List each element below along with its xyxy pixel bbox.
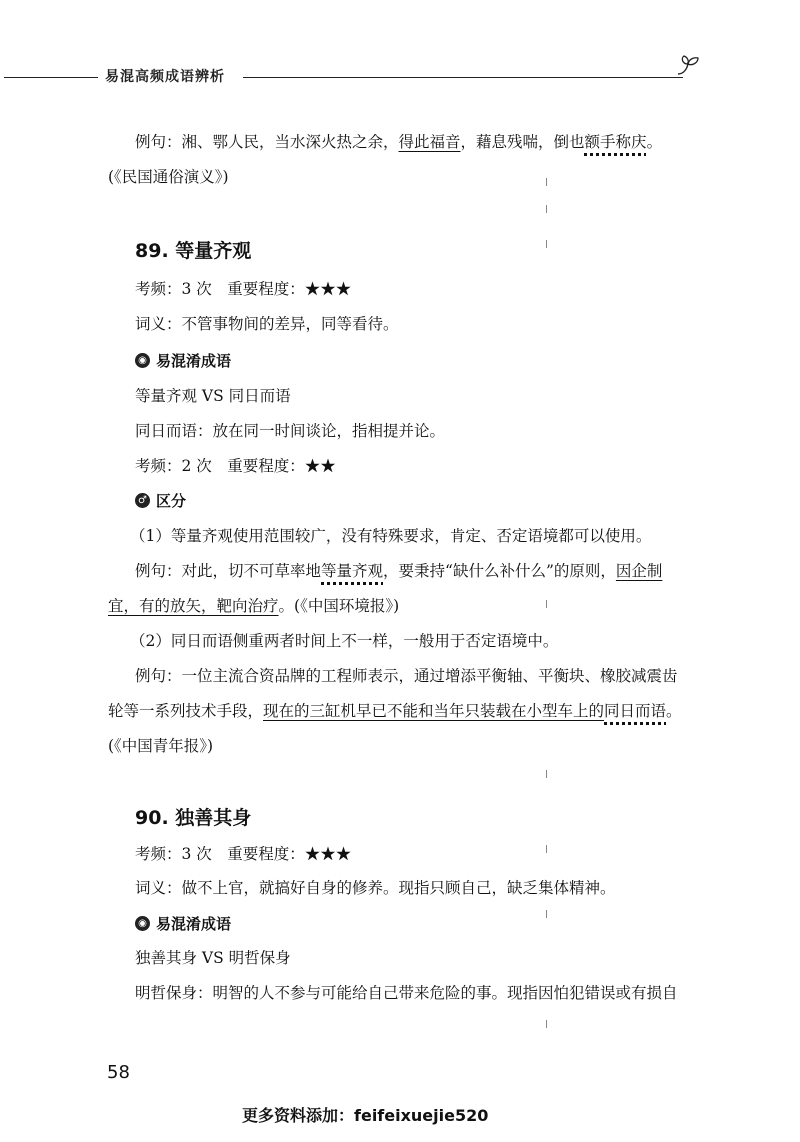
header-rule-right <box>243 77 683 78</box>
dotted-idiom: 等量齐观 <box>321 562 384 580</box>
confusable-icon: ◉ <box>135 916 150 931</box>
entry-90-pair: 独善其身 VS 明哲保身 <box>135 949 291 967</box>
entry-89-other-frequency: 考频：2 次 重要程度：★★ <box>135 457 336 475</box>
entry-89-example-2-cont: 轮等一系列技术手段，现在的三缸机早已不能和当年只装载在小型车上的同日而语。 <box>108 702 682 720</box>
underlined-phrase: 得此福音 <box>398 133 461 151</box>
entry-89-point-2: （2）同日而语侧重两者时间上不一样，一般用于否定语境中。 <box>130 632 559 650</box>
entry-89-meaning: 词义：不管事物间的差异，同等看待。 <box>135 315 399 333</box>
scan-mark <box>546 1020 547 1028</box>
underlined-phrase: 现在的三缸机早已不能和当年只装载在小型车上的 <box>263 702 605 720</box>
entry-89-example-1: 例句：对此，切不可草率地等量齐观，要秉持“缺什么补什么”的原则，因企制 <box>135 562 663 580</box>
dotted-idiom: 额手称庆 <box>584 133 647 151</box>
dotted-idiom: 同日而语 <box>604 702 667 720</box>
entry-89-pair: 等量齐观 VS 同日而语 <box>135 387 291 405</box>
entry-90-title: 90. 独善其身 <box>135 807 252 829</box>
entry-89-point-1: （1）等量齐观使用范围较广，没有特殊要求，肯定、否定语境都可以使用。 <box>130 527 652 545</box>
confusable-icon: ◉ <box>135 353 150 368</box>
entry-90-frequency: 考频：3 次 重要程度：★★★ <box>135 845 352 863</box>
scan-mark <box>546 600 547 608</box>
underlined-phrase: 因企制 <box>615 562 663 580</box>
scan-mark <box>546 178 547 186</box>
underlined-phrase: 宜，有的放矢，靶向治疗 <box>108 597 279 615</box>
page-number: 58 <box>107 1062 130 1083</box>
scan-mark <box>546 240 547 248</box>
sprout-icon <box>676 54 702 80</box>
entry-89-difference-heading: ♂ 区分 <box>135 490 186 511</box>
entry-90-confusable-heading: ◉ 易混淆成语 <box>135 913 231 934</box>
scan-mark <box>546 845 547 853</box>
scan-mark <box>546 910 547 918</box>
header-title: 易混高频成语辨析 <box>105 69 225 85</box>
entry-89-example-1-cont: 宜，有的放矢，靶向治疗。(《中国环境报》) <box>108 597 400 615</box>
entry-89-example-2: 例句：一位主流合资品牌的工程师表示，通过增添平衡轴、平衡块、橡胶减震齿 <box>135 667 678 685</box>
intro-example: 例句：湘、鄂人民，当水深火热之余，得此福音，藉息残喘，倒也额手称庆。 <box>135 133 663 151</box>
entry-89-confusable-heading: ◉ 易混淆成语 <box>135 350 231 371</box>
entry-90-meaning: 词义：做不上官，就搞好自身的修养。现指只顾自己，缺乏集体精神。 <box>135 879 616 897</box>
entry-89-title: 89. 等量齐观 <box>135 240 252 262</box>
scan-mark <box>546 770 547 778</box>
entry-89-other-meaning: 同日而语：放在同一时间谈论，指相提并论。 <box>135 422 446 440</box>
footer-note: 更多资料添加：feifeixuejie520 <box>242 1106 489 1125</box>
header-rule-left <box>4 77 98 78</box>
entry-89-frequency: 考频：3 次 重要程度：★★★ <box>135 280 352 298</box>
entry-89-example-2-source: (《中国青年报》) <box>108 737 214 755</box>
running-header <box>0 58 800 98</box>
intro-source: (《民国通俗演义》) <box>108 168 229 186</box>
scan-mark <box>546 205 547 213</box>
entry-90-other-meaning: 明哲保身：明智的人不参与可能给自己带来危险的事。现指因怕犯错误或有损自 <box>135 984 678 1002</box>
difference-icon: ♂ <box>135 493 150 508</box>
